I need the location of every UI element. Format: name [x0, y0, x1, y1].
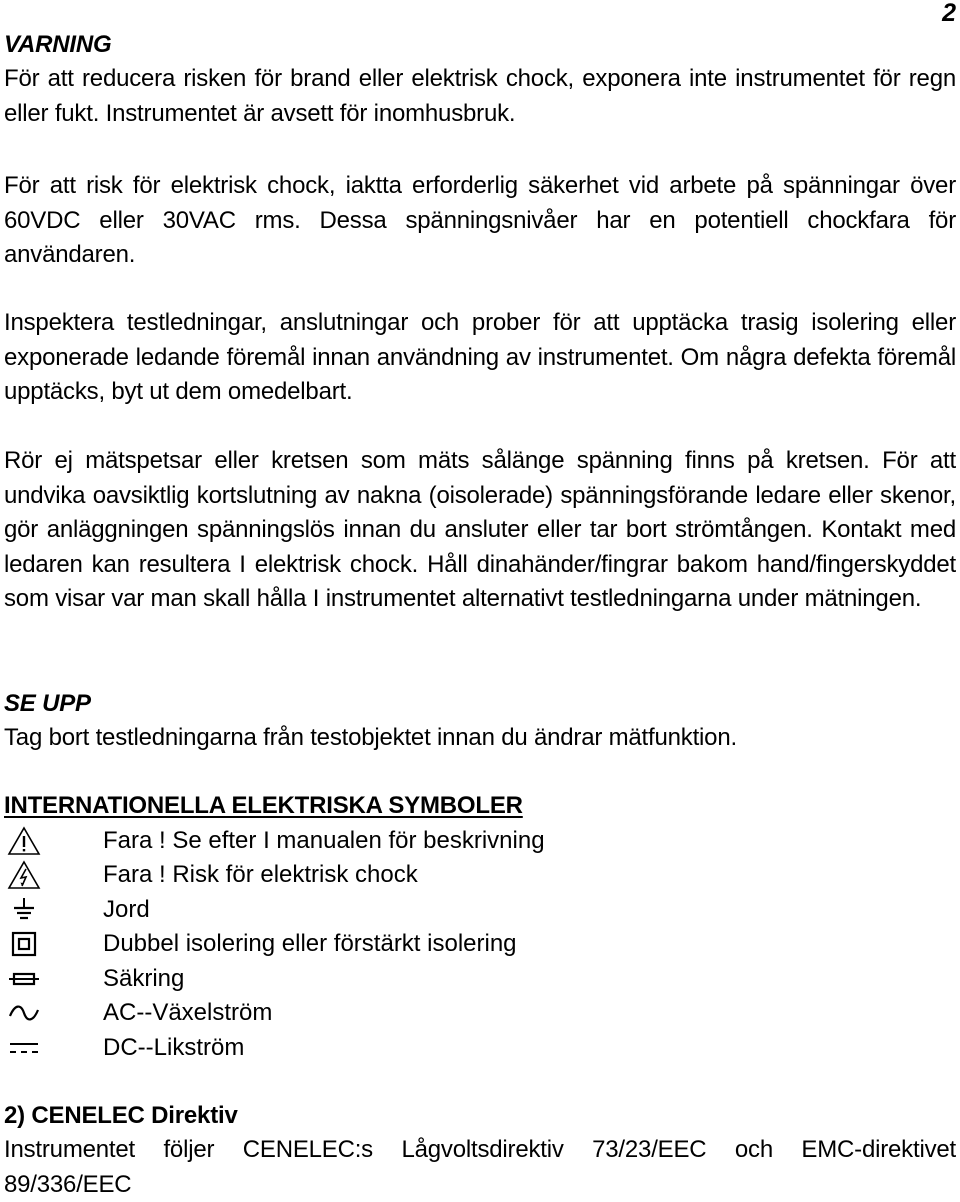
warning-text: För att reducera risken för brand eller elektrisk chock, exponera inte instrumentet för regn eller fukt. Instrumentet är avsett för inomhusbruk. — [4, 65, 956, 127]
symbols-heading: INTERNATIONELLA ELEKTRISKA SYMBOLER — [4, 792, 523, 819]
double-insulation-icon — [4, 927, 44, 961]
lightning-triangle-icon — [4, 858, 44, 892]
symbol-label: AC--Växelström — [103, 999, 273, 1026]
ground-icon — [4, 893, 44, 927]
warning-title: VARNING — [4, 31, 112, 58]
page-number: 2 — [942, 0, 956, 27]
symbol-label: DC--Likström — [103, 1034, 245, 1061]
cenelec-title: 2) CENELEC Direktiv — [4, 1102, 238, 1129]
symbol-row — [4, 996, 904, 1030]
symbol-row — [4, 858, 904, 892]
symbol-row — [4, 962, 904, 996]
symbol-row — [4, 927, 904, 961]
paragraph-inspect-leads: Inspektera testledningar, anslutningar och prober för att upptäcka trasig isolering eller exponerade ledande föremål innan användning av instrumentet. Om några defekta föremål upptäcks, byt ut dem omedelbart. — [4, 309, 956, 405]
symbol-row — [4, 824, 904, 858]
dc-icon — [4, 1031, 44, 1065]
fuse-icon — [4, 962, 44, 996]
symbol-label: Fara ! Risk för elektrisk chock — [103, 861, 418, 888]
caution-text: Tag bort testledningarna från testobjektet innan du ändrar mätfunktion. — [4, 724, 737, 751]
symbol-row — [4, 893, 904, 927]
paragraph-voltage-safety: För att risk för elektrisk chock, iaktta erforderlig säkerhet vid arbete på spänningar över 60VDC eller 30VAC rms. Dessa spänningsnivåer har en potentiell chockfara för användaren. — [4, 172, 956, 268]
paragraph-do-not-touch: Rör ej mätspetsar eller kretsen som mäts sålänge spänning finns på kretsen. För att undvika oavsiktlig kortslutning av nakna (oisolerade) spänningsförande ledare eller skenor, gör anläggningen spänningslös innan du ansluter eller tar bort strömtången. Kontakt med ledaren kan resultera I elektrisk chock. Håll dinahänder/fingrar bakom hand/fingerskyddet som visar var man skall hålla I instrumentet alternativt testledningarna under mätningen. — [4, 447, 956, 612]
symbol-label: Fara ! Se efter I manualen för beskrivning — [103, 827, 545, 854]
symbol-label: Jord — [103, 896, 150, 923]
symbol-label: Dubbel isolering eller förstärkt isolering — [103, 930, 517, 957]
caution-title: SE UPP — [4, 690, 91, 717]
symbol-row — [4, 1031, 904, 1065]
cenelec-text: Instrumentet följer CENELEC:s Lågvoltsdirektiv 73/23/EEC och EMC-direktivet 89/336/EEC — [4, 1136, 956, 1198]
ac-icon — [4, 996, 44, 1030]
warning-triangle-icon — [4, 824, 44, 858]
symbol-label: Säkring — [103, 965, 185, 992]
